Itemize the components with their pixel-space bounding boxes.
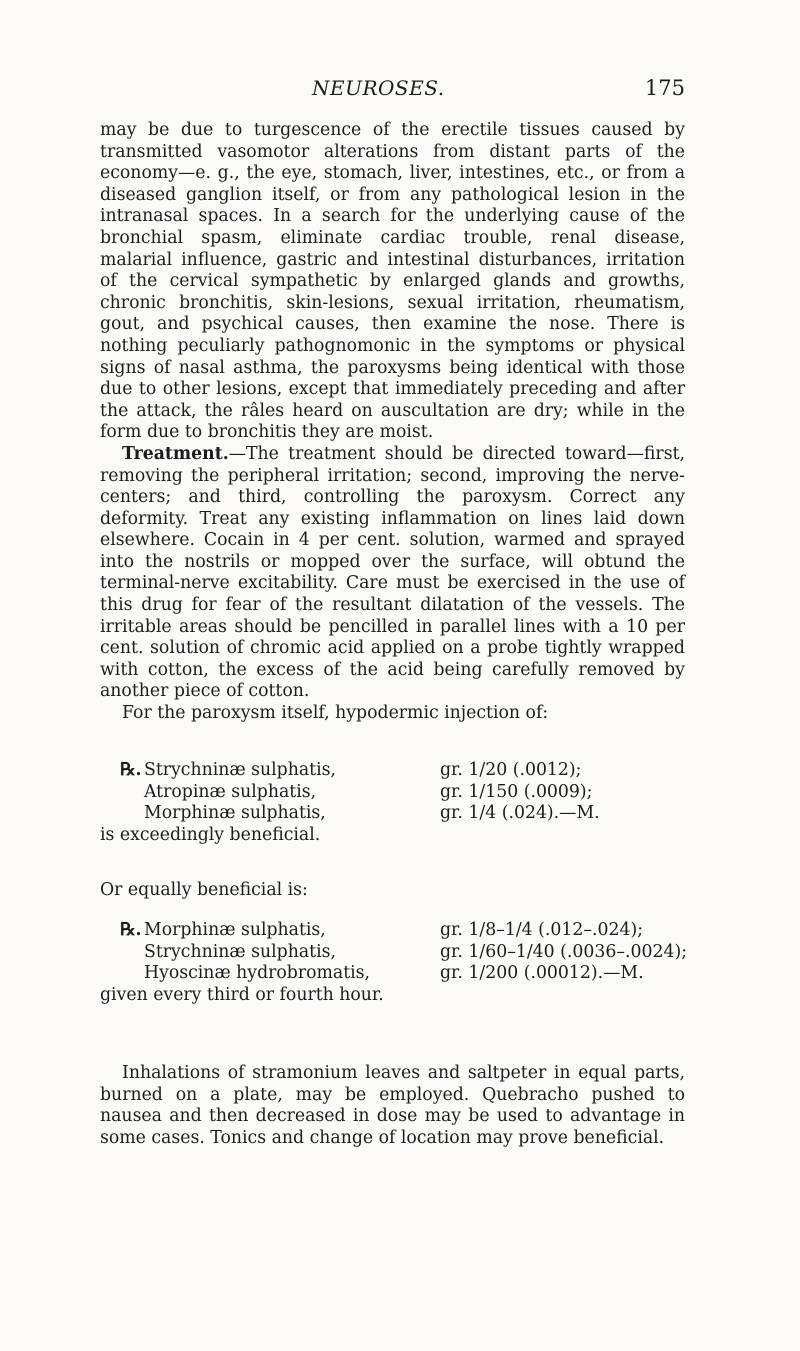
closing-text [100, 1063, 685, 1149]
treatment-text: —The treatment should be directed toward—first, removing the peripheral irritation; second, improving the nerve-centers; and third, controlling the paroxysm. Correct any deformity. Treat any existing inflammation on lines laid down elsewhere. Cocain in 4 per cent. solution, warmed and sprayed into the nostrils or mopped over the surface, will obtund the terminal-nerve excitability. Care must be exercised in the use of this drug for fear of the resultant dilatation of the vessels. The irritable areas should be pencilled in parallel lines with a 10 per cent. solution of chromic acid applied on a probe tightly wrapped with cotton, the excess of the acid being carefully removed by another piece of cotton. [100, 443, 685, 702]
drug-dose: gr. 1/4 (.024).—M. [440, 803, 600, 824]
prescription-row [120, 782, 700, 804]
page-number: 175 [644, 76, 685, 100]
drug-name: Atropinæ sulphatis, [144, 781, 317, 802]
drug-name: Morphinæ sulphatis, [144, 803, 326, 824]
drug-dose: gr. 1/20 (.0012); [440, 760, 582, 780]
prescription-row [120, 920, 700, 942]
drug-dose: gr. 1/150 (.0009); [440, 781, 593, 802]
prescription-row [120, 942, 700, 964]
treatment-heading: Treatment. [122, 443, 229, 464]
drug-name: Strychninæ sulphatis, [144, 941, 336, 962]
paragraph-closing: Inhalations of stramonium leaves and saltpeter in equal parts, burned on a plate, may be employed. Quebracho pushed to nausea and then decreased in dose may be used to advantage in some cases. Tonics and change of location may prove beneficial. [100, 1063, 685, 1148]
drug-name: Morphinæ sulphatis, [144, 920, 326, 940]
prescription-tail: given every third or fourth hour. [100, 984, 384, 1005]
drug-dose: gr. 1/200 (.00012).—M. [440, 963, 644, 984]
rx-symbol: ℞. [120, 760, 142, 780]
prescription-row [120, 760, 700, 782]
prescription-row [120, 803, 700, 825]
page-header [100, 76, 685, 106]
drug-dose: gr. 1/60–1/40 (.0036–.0024); [440, 941, 688, 962]
prescription-2 [100, 920, 700, 1006]
paragraph-treatment [100, 444, 685, 703]
prescription-tail: is exceedingly beneficial. [100, 824, 321, 845]
rx-symbol: ℞. [120, 920, 142, 940]
drug-name: Strychninæ sulphatis, [144, 760, 336, 780]
or-line: Or equally beneficial is: [100, 880, 308, 900]
paragraph-intro: may be due to turgescence of the erectile tissues caused by transmitted vasomotor alterations from distant parts of the economy—e. g., the eye, stomach, liver, intestines, etc., or from a diseased ganglion itself, or from any pathological lesion in the intranasal spaces. In a search for the underlying cause of the bronchial spasm, eliminate cardiac trouble, renal disease, malarial influence, gastric and intestinal disturbances, irritation of the cervical sympathetic by enlarged glands and growths, chronic bronchitis, skin-lesions, sexual irritation, rheumatism, gout, and psychical causes, then examine the nose. There is nothing peculiarly pathognomonic in the symptoms or physical signs of nasal asthma, the paroxysms being identical with those due to other lesions, except that immediately preceding and after the attack, the râles heard on auscultation are dry; while in the form due to bronchitis they are moist. [100, 120, 685, 443]
drug-dose: gr. 1/8–1/4 (.012–.024); [440, 920, 644, 940]
drug-name: Hyoscinæ hydrobromatis, [144, 963, 371, 984]
prescription-1 [100, 760, 700, 846]
running-title: NEUROSES. [312, 76, 445, 100]
prescription-row [120, 963, 700, 985]
body-text [100, 120, 685, 725]
paragraph-paroxysm: For the paroxysm itself, hypodermic injection of: [122, 703, 549, 724]
